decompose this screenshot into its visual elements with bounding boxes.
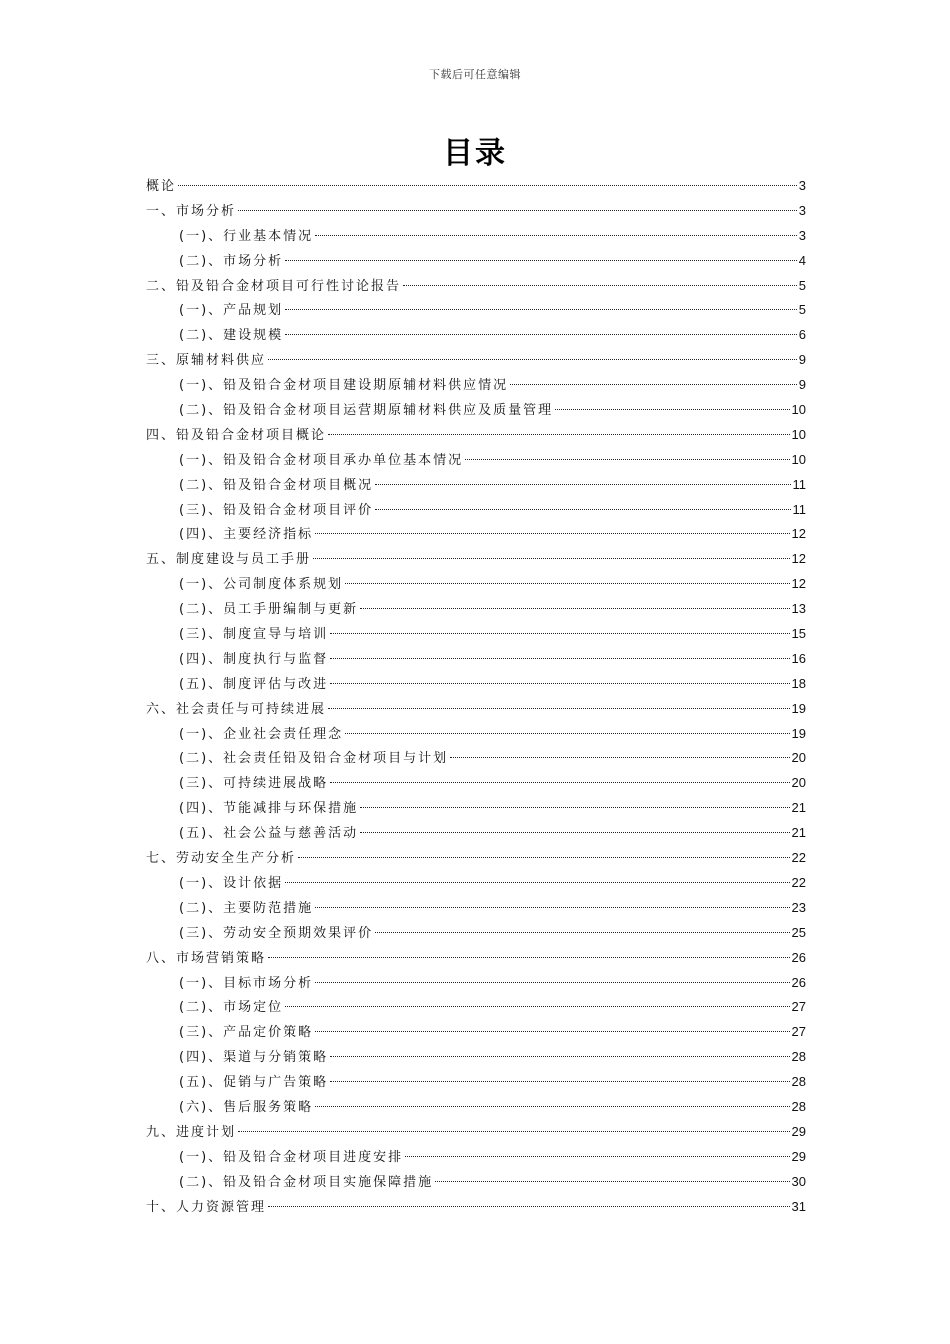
- toc-entry-title: 一、市场分析: [146, 203, 237, 219]
- toc-entry-title: (三)、制度宣导与培训: [179, 627, 329, 643]
- toc-dot-leader: [268, 957, 790, 958]
- toc-page-number: 29: [791, 1123, 806, 1139]
- toc-page-number: 3: [798, 202, 806, 218]
- toc-entry-title: (二)、铅及铅合金材项目概况: [179, 477, 374, 493]
- page-title: 目录: [443, 136, 507, 171]
- toc-chapter-entry[interactable]: [146, 199, 806, 224]
- toc-entry-title: (一)、行业基本情况: [179, 228, 314, 244]
- toc-page-number: 13: [791, 601, 806, 617]
- toc-chapter-entry[interactable]: [146, 1120, 806, 1145]
- toc-section-entry[interactable]: [146, 995, 806, 1020]
- toc-section-entry[interactable]: [146, 622, 806, 647]
- toc-page-number: 25: [791, 924, 806, 940]
- toc-entry-title: (五)、制度评估与改进: [179, 676, 329, 692]
- toc-chapter-entry[interactable]: [146, 174, 806, 199]
- toc-entry-title: (二)、市场分析: [179, 253, 284, 269]
- toc-entry-title: (一)、公司制度体系规划: [179, 577, 344, 593]
- toc-section-entry[interactable]: [146, 323, 806, 348]
- toc-dot-leader: [555, 409, 789, 410]
- toc-page-number: 20: [791, 775, 806, 791]
- table-of-contents: [146, 174, 806, 1219]
- toc-page-number: 12: [791, 576, 806, 592]
- toc-page-number: 11: [792, 501, 806, 517]
- toc-entry-title: (四)、制度执行与监督: [179, 651, 329, 667]
- toc-dot-leader: [330, 633, 789, 634]
- toc-page-number: 12: [791, 526, 806, 542]
- toc-page-number: 26: [791, 974, 806, 990]
- toc-entry-title: (三)、铅及铅合金材项目评价: [179, 502, 374, 518]
- toc-dot-leader: [375, 509, 790, 510]
- toc-page-number: 23: [791, 899, 806, 915]
- toc-page-number: 18: [791, 675, 806, 691]
- toc-page-number: 22: [791, 874, 806, 890]
- toc-entry-title: (二)、铅及铅合金材项目运营期原辅材料供应及质量管理: [179, 403, 554, 419]
- toc-page-number: 19: [791, 725, 806, 741]
- toc-dot-leader: [178, 185, 797, 186]
- toc-entry-title: (五)、社会公益与慈善活动: [179, 826, 359, 842]
- toc-dot-leader: [510, 384, 797, 385]
- toc-page-number: 9: [798, 377, 806, 393]
- toc-dot-leader: [330, 658, 789, 659]
- toc-dot-leader: [345, 583, 789, 584]
- toc-section-entry[interactable]: [146, 1020, 806, 1045]
- toc-dot-leader: [375, 932, 789, 933]
- toc-page-number: 10: [791, 451, 806, 467]
- toc-dot-leader: [330, 1081, 789, 1082]
- toc-page-number: 22: [791, 850, 806, 866]
- toc-page-number: 3: [798, 178, 806, 193]
- toc-page-number: 30: [791, 1173, 806, 1189]
- toc-page-number: 19: [791, 700, 806, 716]
- toc-page-number: 21: [791, 825, 806, 841]
- toc-dot-leader: [450, 757, 789, 758]
- toc-dot-leader: [375, 484, 790, 485]
- toc-page-number: 16: [791, 650, 806, 666]
- toc-dot-leader: [315, 982, 789, 983]
- toc-page-number: 31: [791, 1198, 806, 1214]
- toc-entry-title: (一)、目标市场分析: [179, 975, 314, 991]
- toc-chapter-entry[interactable]: [146, 348, 806, 373]
- toc-section-entry[interactable]: [146, 522, 806, 547]
- toc-dot-leader: [435, 1181, 789, 1182]
- toc-page-number: 3: [798, 227, 806, 243]
- toc-section-entry[interactable]: [146, 1095, 806, 1120]
- toc-dot-leader: [285, 309, 797, 310]
- toc-entry-title: (四)、渠道与分销策略: [179, 1050, 329, 1066]
- toc-section-entry[interactable]: [146, 249, 806, 274]
- toc-entry-title: (二)、员工手册编制与更新: [179, 602, 359, 618]
- toc-entry-title: 概论: [146, 179, 177, 194]
- toc-dot-leader: [285, 334, 797, 335]
- toc-dot-leader: [465, 459, 789, 460]
- toc-entry-title: (三)、可持续进展战略: [179, 776, 329, 792]
- toc-dot-leader: [360, 807, 789, 808]
- toc-entry-title: 六、社会责任与可持续进展: [146, 701, 327, 717]
- toc-section-entry[interactable]: [146, 298, 806, 323]
- toc-dot-leader: [298, 857, 790, 858]
- toc-dot-leader: [403, 285, 797, 286]
- toc-chapter-entry[interactable]: [146, 846, 806, 871]
- toc-section-entry[interactable]: [146, 796, 806, 821]
- toc-entry-title: (五)、促销与广告策略: [179, 1075, 329, 1091]
- toc-section-entry[interactable]: [146, 1070, 806, 1095]
- toc-entry-title: (一)、企业社会责任理念: [179, 726, 344, 742]
- toc-entry-title: 五、制度建设与员工手册: [146, 552, 312, 568]
- toc-section-entry[interactable]: [146, 647, 806, 672]
- toc-page-number: 20: [791, 750, 806, 766]
- toc-page-number: 21: [791, 800, 806, 816]
- toc-page-number: 28: [791, 1074, 806, 1090]
- toc-entry-title: (一)、铅及铅合金材项目建设期原辅材料供应情况: [179, 378, 509, 394]
- toc-entry-title: (二)、主要防范措施: [179, 900, 314, 916]
- toc-dot-leader: [285, 882, 789, 883]
- toc-entry-title: (二)、建设规模: [179, 328, 284, 344]
- toc-chapter-entry[interactable]: [146, 697, 806, 722]
- toc-dot-leader: [405, 1156, 789, 1157]
- toc-entry-title: (二)、社会责任铅及铅合金材项目与计划: [179, 751, 449, 767]
- toc-entry-title: 七、劳动安全生产分析: [146, 851, 297, 867]
- toc-entry-title: (四)、主要经济指标: [179, 527, 314, 543]
- toc-entry-title: (三)、劳动安全预期效果评价: [179, 925, 374, 941]
- toc-page-number: 9: [798, 352, 806, 368]
- toc-chapter-entry[interactable]: [146, 274, 806, 299]
- toc-entry-title: (一)、设计依据: [179, 875, 284, 891]
- toc-chapter-entry[interactable]: [146, 547, 806, 572]
- toc-entry-title: (一)、铅及铅合金材项目承办单位基本情况: [179, 452, 464, 468]
- toc-dot-leader: [268, 1206, 790, 1207]
- toc-dot-leader: [330, 1056, 789, 1057]
- toc-section-entry[interactable]: [146, 921, 806, 946]
- toc-page-number: 6: [798, 327, 806, 343]
- toc-section-entry[interactable]: [146, 572, 806, 597]
- toc-section-entry[interactable]: [146, 821, 806, 846]
- toc-section-entry[interactable]: [146, 971, 806, 996]
- toc-dot-leader: [315, 1106, 789, 1107]
- toc-page-number: 10: [791, 426, 806, 442]
- toc-page-number: 5: [798, 302, 806, 318]
- toc-entry-title: (四)、节能减排与环保措施: [179, 801, 359, 817]
- page-header: 下载后可任意编辑: [429, 68, 521, 81]
- toc-chapter-entry[interactable]: [146, 1195, 806, 1220]
- toc-dot-leader: [345, 733, 789, 734]
- toc-dot-leader: [315, 1031, 789, 1032]
- toc-section-entry[interactable]: [146, 771, 806, 796]
- toc-dot-leader: [328, 434, 790, 435]
- toc-entry-title: 十、人力资源管理: [146, 1199, 267, 1215]
- toc-dot-leader: [360, 832, 789, 833]
- toc-page-number: 26: [791, 949, 806, 965]
- toc-dot-leader: [268, 359, 797, 360]
- toc-page-number: 4: [798, 252, 806, 268]
- toc-page-number: 28: [791, 1049, 806, 1065]
- toc-entry-title: (一)、产品规划: [179, 303, 284, 319]
- toc-dot-leader: [328, 708, 790, 709]
- toc-chapter-entry[interactable]: [146, 423, 806, 448]
- toc-section-entry[interactable]: [146, 224, 806, 249]
- toc-section-entry[interactable]: [146, 1145, 806, 1170]
- toc-dot-leader: [238, 210, 797, 211]
- toc-dot-leader: [315, 533, 789, 534]
- toc-page-number: 27: [791, 1024, 806, 1040]
- toc-section-entry[interactable]: [146, 473, 806, 498]
- toc-dot-leader: [315, 907, 789, 908]
- toc-section-entry[interactable]: [146, 672, 806, 697]
- toc-page-number: 11: [792, 476, 806, 492]
- toc-page-number: 29: [791, 1148, 806, 1164]
- toc-page-number: 28: [791, 1098, 806, 1114]
- toc-dot-leader: [330, 683, 789, 684]
- toc-entry-title: (一)、铅及铅合金材项目进度安排: [179, 1149, 404, 1165]
- toc-dot-leader: [313, 558, 790, 559]
- toc-section-entry[interactable]: [146, 896, 806, 921]
- toc-section-entry[interactable]: [146, 448, 806, 473]
- toc-dot-leader: [360, 608, 789, 609]
- toc-dot-leader: [285, 1006, 789, 1007]
- toc-section-entry[interactable]: [146, 498, 806, 523]
- toc-section-entry[interactable]: [146, 373, 806, 398]
- toc-entry-title: 八、市场营销策略: [146, 950, 267, 966]
- toc-page-number: 27: [791, 999, 806, 1015]
- toc-page-number: 12: [791, 551, 806, 567]
- toc-section-entry[interactable]: [146, 1170, 806, 1195]
- toc-section-entry[interactable]: [146, 597, 806, 622]
- toc-dot-leader: [315, 235, 797, 236]
- toc-dot-leader: [285, 260, 797, 261]
- toc-section-entry[interactable]: [146, 722, 806, 747]
- toc-entry-title: (六)、售后服务策略: [179, 1099, 314, 1115]
- toc-section-entry[interactable]: [146, 746, 806, 771]
- toc-page-number: 10: [791, 402, 806, 418]
- toc-entry-title: (二)、市场定位: [179, 1000, 284, 1016]
- toc-section-entry[interactable]: [146, 1045, 806, 1070]
- toc-entry-title: 四、铅及铅合金材项目概论: [146, 427, 327, 443]
- toc-dot-leader: [238, 1131, 790, 1132]
- toc-section-entry[interactable]: [146, 398, 806, 423]
- toc-chapter-entry[interactable]: [146, 946, 806, 971]
- toc-entry-title: 二、铅及铅合金材项目可行性讨论报告: [146, 278, 402, 294]
- toc-section-entry[interactable]: [146, 871, 806, 896]
- toc-entry-title: (三)、产品定价策略: [179, 1025, 314, 1041]
- toc-entry-title: 九、进度计划: [146, 1124, 237, 1140]
- toc-page-number: 5: [798, 277, 806, 293]
- toc-dot-leader: [330, 782, 789, 783]
- toc-entry-title: (二)、铅及铅合金材项目实施保障措施: [179, 1174, 434, 1190]
- toc-entry-title: 三、原辅材料供应: [146, 353, 267, 369]
- toc-page-number: 15: [791, 626, 806, 642]
